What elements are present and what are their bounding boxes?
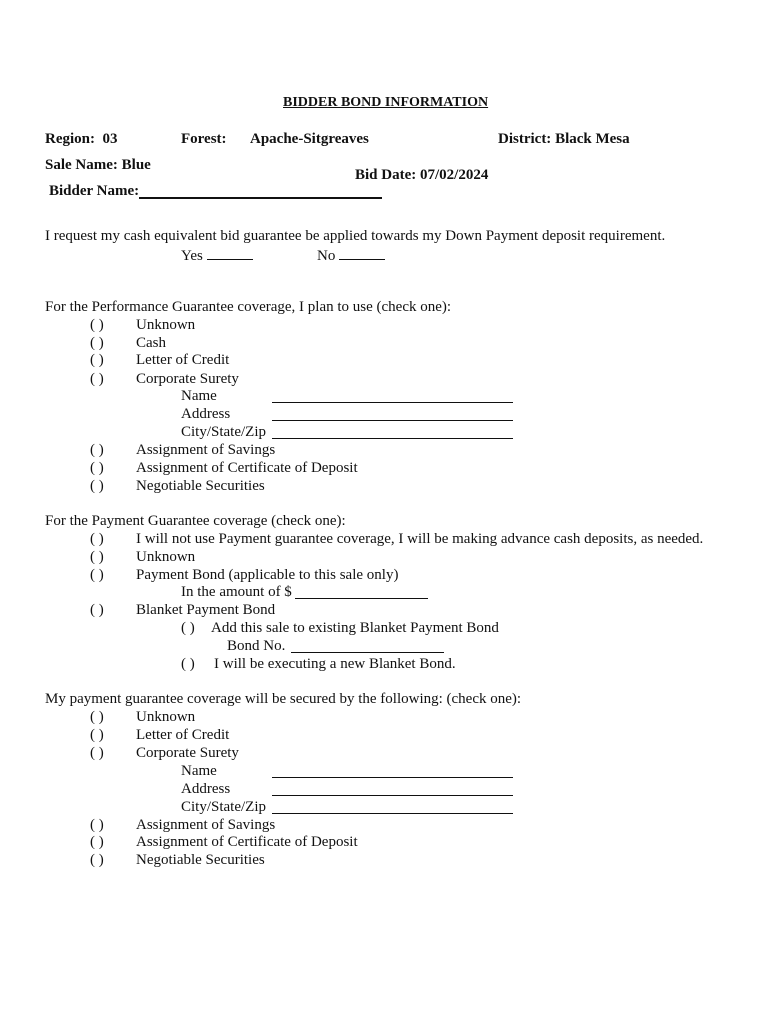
- checkbox[interactable]: ( ): [90, 727, 104, 743]
- region-label: Region:: [45, 131, 95, 147]
- secured-heading: My payment guarantee coverage will be secured by the following: (check one):: [45, 691, 522, 707]
- checkbox[interactable]: ( ): [90, 745, 104, 761]
- secured-option-savings: Assignment of Savings: [136, 817, 276, 833]
- secured-option-corporate-surety: Corporate Surety: [136, 745, 239, 761]
- forest-label: Forest:: [181, 131, 227, 147]
- surety-city-label: City/State/Zip: [181, 424, 266, 440]
- checkbox[interactable]: ( ): [90, 817, 104, 833]
- checkbox[interactable]: ( ): [90, 852, 104, 868]
- secured-surety-address-label: Address: [181, 781, 231, 797]
- cash-request-text: I request my cash equivalent bid guarantee be applied towards my Down Payment deposit requirement.: [45, 228, 666, 244]
- surety-name-field[interactable]: [272, 402, 513, 403]
- region-value: 03: [102, 131, 118, 147]
- district-field: [498, 130, 630, 148]
- checkbox[interactable]: ( ): [90, 709, 104, 725]
- checkbox[interactable]: ( ): [90, 531, 104, 547]
- bond-no-field[interactable]: [291, 652, 444, 653]
- checkbox[interactable]: ( ): [90, 567, 104, 583]
- yes-blank[interactable]: [207, 245, 253, 260]
- checkbox[interactable]: ( ): [90, 478, 104, 494]
- yes-label: Yes: [181, 248, 203, 264]
- checkbox[interactable]: ( ): [90, 352, 104, 368]
- performance-option-letter-of-credit: Letter of Credit: [136, 352, 230, 368]
- performance-option-securities: Negotiable Securities: [136, 478, 265, 494]
- sale-name-label: Sale Name:: [45, 157, 118, 173]
- amount-field[interactable]: [295, 598, 428, 599]
- amount-label: In the amount of $: [181, 584, 292, 600]
- checkbox[interactable]: ( ): [90, 335, 104, 351]
- checkbox[interactable]: ( ): [90, 460, 104, 476]
- surety-city-field[interactable]: [272, 438, 513, 439]
- no-option[interactable]: [317, 245, 385, 265]
- district-label: District:: [498, 131, 552, 147]
- checkbox[interactable]: ( ): [90, 442, 104, 458]
- checkbox[interactable]: ( ): [90, 549, 104, 565]
- sub-checkbox[interactable]: ( ): [181, 620, 195, 636]
- secured-option-certificate: Assignment of Certificate of Deposit: [136, 834, 358, 850]
- bid-date-label: Bid Date:: [355, 167, 417, 183]
- secured-surety-city-field[interactable]: [272, 813, 513, 814]
- performance-option-unknown: Unknown: [136, 317, 196, 333]
- payment-heading: For the Payment Guarantee coverage (check one):: [45, 513, 346, 529]
- performance-option-corporate-surety: Corporate Surety: [136, 371, 239, 387]
- secured-surety-name-field[interactable]: [272, 777, 513, 778]
- sub-checkbox[interactable]: ( ): [181, 656, 195, 672]
- payment-option-unknown: Unknown: [136, 549, 196, 565]
- performance-option-savings: Assignment of Savings: [136, 442, 276, 458]
- page-title: BIDDER BOND INFORMATION: [283, 95, 489, 110]
- checkbox[interactable]: ( ): [90, 371, 104, 387]
- secured-surety-name-label: Name: [181, 763, 217, 779]
- region-field: [45, 130, 118, 148]
- secured-option-securities: Negotiable Securities: [136, 852, 265, 868]
- secured-surety-address-field[interactable]: [272, 795, 513, 796]
- bid-date-field: [355, 166, 488, 184]
- surety-address-label: Address: [181, 406, 231, 422]
- secured-surety-city-label: City/State/Zip: [181, 799, 266, 815]
- yes-option[interactable]: [181, 245, 253, 265]
- sale-name-field: [45, 156, 151, 174]
- payment-option-blanket: Blanket Payment Bond: [136, 602, 276, 618]
- surety-address-field[interactable]: [272, 420, 513, 421]
- district-value: Black Mesa: [555, 131, 630, 147]
- blanket-new-option: I will be executing a new Blanket Bond.: [214, 656, 456, 672]
- payment-option-no-coverage: I will not use Payment guarantee coverage, I will be making advance cash deposits, as needed.: [136, 531, 704, 547]
- performance-option-cash: Cash: [136, 335, 166, 351]
- bid-date-value: 07/02/2024: [420, 167, 489, 183]
- payment-option-payment-bond: Payment Bond (applicable to this sale only): [136, 567, 399, 583]
- bond-no-label: Bond No.: [227, 638, 286, 654]
- checkbox[interactable]: ( ): [90, 602, 104, 618]
- secured-option-unknown: Unknown: [136, 709, 196, 725]
- forest-value: Apache-Sitgreaves: [250, 131, 369, 147]
- performance-heading: For the Performance Guarantee coverage, I plan to use (check one):: [45, 299, 452, 315]
- no-label: No: [317, 248, 336, 264]
- blanket-existing-option: Add this sale to existing Blanket Payment Bond: [211, 620, 499, 636]
- secured-option-letter-of-credit: Letter of Credit: [136, 727, 230, 743]
- performance-option-certificate: Assignment of Certificate of Deposit: [136, 460, 358, 476]
- no-blank[interactable]: [339, 245, 385, 260]
- checkbox[interactable]: ( ): [90, 317, 104, 333]
- sale-name-value: Blue: [121, 157, 151, 173]
- surety-name-label: Name: [181, 388, 217, 404]
- checkbox[interactable]: ( ): [90, 834, 104, 850]
- bidder-name-field[interactable]: [139, 197, 382, 199]
- bidder-name-label: Bidder Name:: [49, 183, 140, 199]
